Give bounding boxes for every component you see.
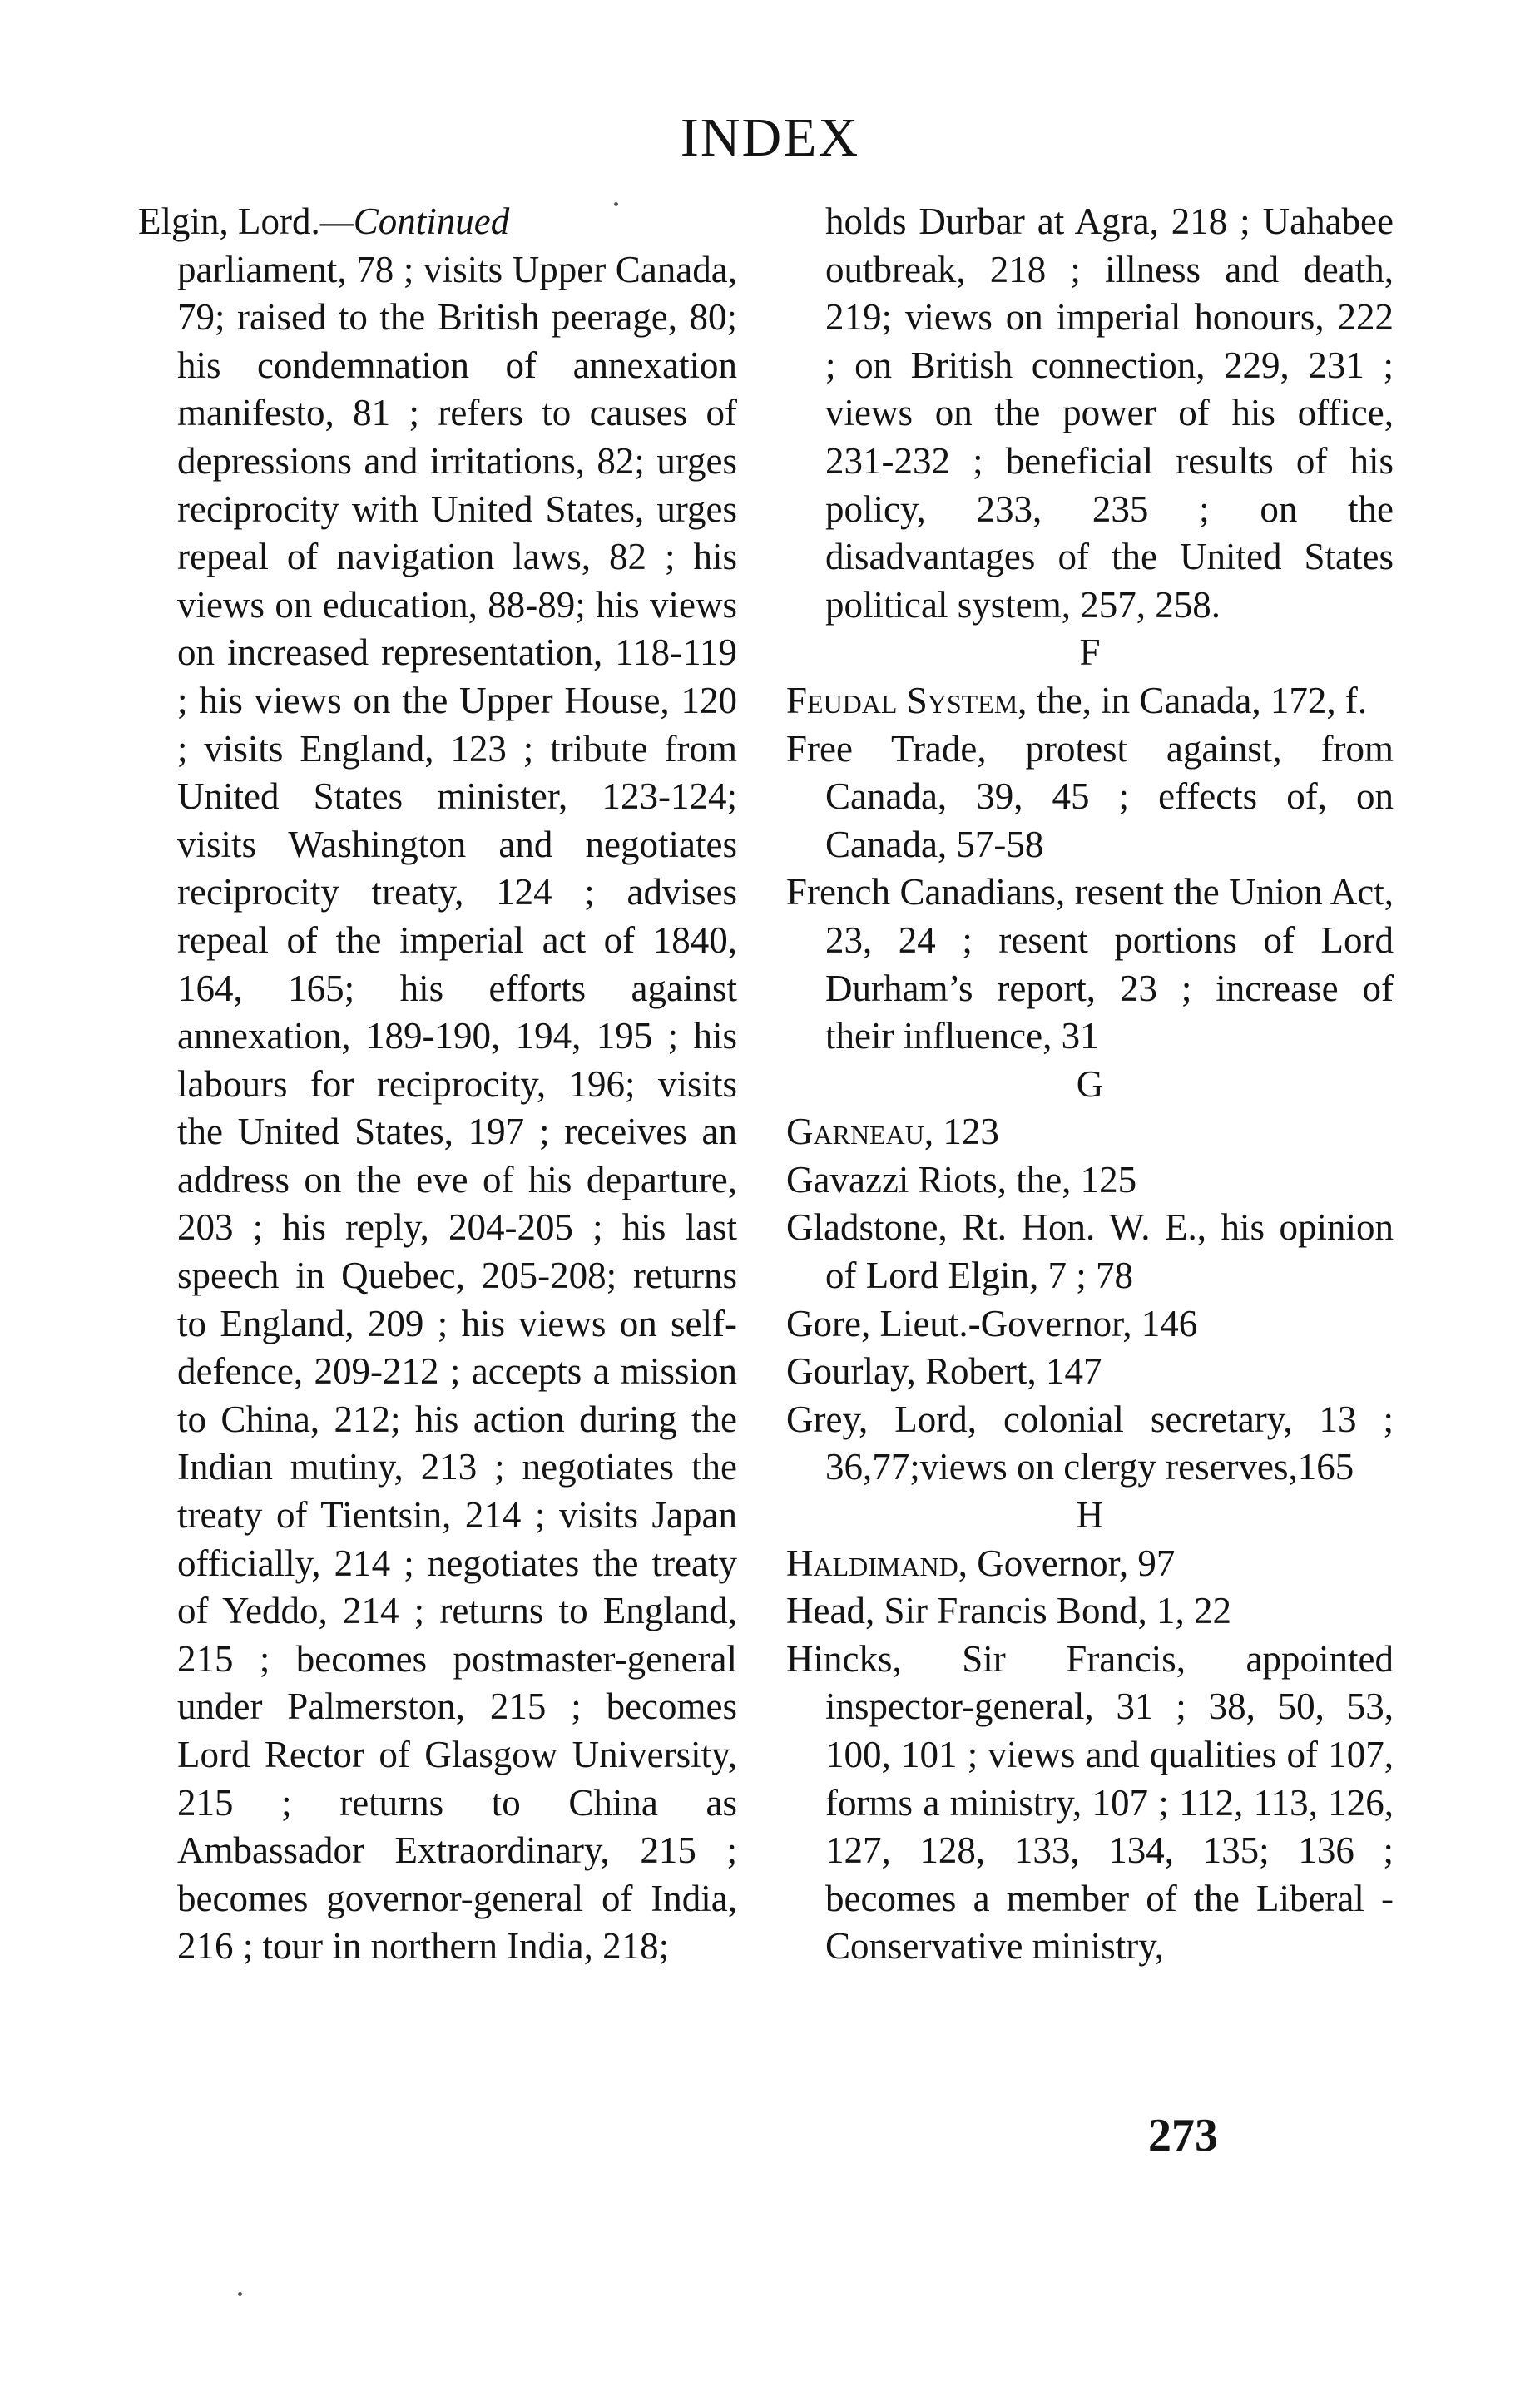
index-entry <box>786 1636 1394 1971</box>
entry-heading: French Canadians, <box>786 871 1066 913</box>
entry-heading: Gavazzi Riots, <box>786 1158 1007 1200</box>
entry-heading: Gourlay, Robert, <box>786 1350 1037 1393</box>
continued-label: —Continued <box>319 200 510 242</box>
entry-text: protest against, from Canada, 39, 45 ; effects of, on Canada, 57-58 <box>825 727 1394 865</box>
entry-text: 1, 22 <box>1146 1590 1231 1632</box>
entry-heading: Gore, Lieut.-Governor, <box>786 1302 1132 1344</box>
index-entry <box>786 1396 1394 1492</box>
index-entry <box>786 1204 1394 1299</box>
entry-heading-line <box>138 198 737 246</box>
index-entry <box>786 1587 1394 1636</box>
entry-heading: Haldimand, <box>786 1542 968 1584</box>
section-h <box>786 1492 1394 1971</box>
index-entry <box>786 1156 1394 1205</box>
entry-heading: Grey, Lord, <box>786 1398 977 1440</box>
section-letter: F <box>1079 631 1101 674</box>
entry-text: resent the Union Act, 23, 24 ; resent portions of Lord Durham’s report, 23 ; increase of their influence, 31 <box>825 871 1394 1057</box>
entry-heading: Feudal System, <box>786 679 1027 721</box>
entry-text: 147 <box>1036 1350 1102 1393</box>
entry-text: Governor, 97 <box>967 1542 1176 1584</box>
entry-text: the, 125 <box>1006 1158 1137 1200</box>
index-entry <box>786 677 1394 725</box>
index-entry <box>786 1540 1394 1588</box>
page-number: 273 <box>1148 2110 1218 2161</box>
index-entry-elgin-continued <box>138 198 737 1971</box>
index-column-left <box>138 198 737 1971</box>
entry-heading: Free Trade, <box>786 727 987 770</box>
index-entry <box>786 869 1394 1060</box>
entry-continuation: holds Durbar at Agra, 218 ; Uahabee outbreak, 218 ; illness and death, 219; views on imperial honours, 222 ; on British connection, 229, 231 ; views on the power of his office, 231-232 ; beneficial results of his policy, 233, 235 ; on the disadvantages of the United States political system, 257, 258. <box>825 200 1394 626</box>
section-g <box>786 1061 1394 1492</box>
section-letter: H <box>1076 1494 1104 1537</box>
section-f <box>786 629 1394 1060</box>
page-title: INDEX <box>680 107 860 168</box>
entry-text: 123 <box>933 1111 999 1153</box>
index-entry <box>786 1300 1394 1349</box>
entry-heading: Gladstone, Rt. Hon. W. E., <box>786 1206 1206 1249</box>
entry-heading: Hincks, Sir Francis, <box>786 1637 1186 1680</box>
entry-text: the, in Canada, 172, f. <box>1027 679 1368 721</box>
entry-text: his opinion of Lord Elgin, 7 ; 78 <box>825 1206 1394 1297</box>
index-entry <box>786 1108 1394 1156</box>
print-speck <box>238 2292 242 2296</box>
entry-text: appointed inspector-general, 31 ; 38, 50, 53, 100, 101 ; views and qualities of 107, forms a ministry, 107 ; 112, 113, 126, 127, 128, 133, 134, 135; 136 ; becomes a member of the Liberal - Conservative ministry, <box>825 1637 1394 1968</box>
index-entry <box>786 725 1394 869</box>
entry-text: 146 <box>1131 1302 1198 1344</box>
entry-heading: Garneau, <box>786 1111 934 1153</box>
entry-heading: Head, Sir Francis Bond, <box>786 1590 1147 1632</box>
index-entry <box>786 1348 1394 1396</box>
entry-body: parliament, 78 ; visits Upper Canada, 79; raised to the British peerage, 80; his condemnation of annexation manifesto, 81 ; refers to causes of depressions and irritations, 82; urges reciprocity with United States, urges repeal of navigation laws, 82 ; his views on education, 88-89; his views on increased representation, 118-119 ; his views on the Upper House, 120 ; visits England, 123 ; tribute from United States minister, 123-124; visits Washington and negotiates reciprocity treaty, 124 ; advises repeal of the imperial act of 1840, 164, 165; his efforts against annexation, 189-190, 194, 195 ; his labours for reciprocity, 196; visits the United States, 197 ; receives an address on the eve of his departure, 203 ; his reply, 204-205 ; his last speech in Quebec, 205-208; returns to England, 209 ; his views on self-defence, 209-212 ; accepts a mission to China, 212; his action during the Indian mutiny, 213 ; negotiates the treaty of Tientsin, 214 ; visits Japan officially, 214 ; negotiates the treaty of Yeddo, 214 ; returns to England, 215 ; becomes postmaster-general under Palmerston, 215 ; becomes Lord Rector of Glasgow University, 215 ; returns to China as Ambassador Extraordinary, 215 ; becomes governor-general of India, 216 ; tour in northern India, 218; <box>177 248 737 1968</box>
index-column-right <box>786 198 1394 1971</box>
print-speck <box>614 202 618 206</box>
section-letter: G <box>1076 1062 1104 1105</box>
entry-heading: Elgin, Lord. <box>138 200 320 242</box>
entry-text: colonial secretary, 13 ; 36,77;views on clergy reserves,165 <box>825 1398 1394 1488</box>
